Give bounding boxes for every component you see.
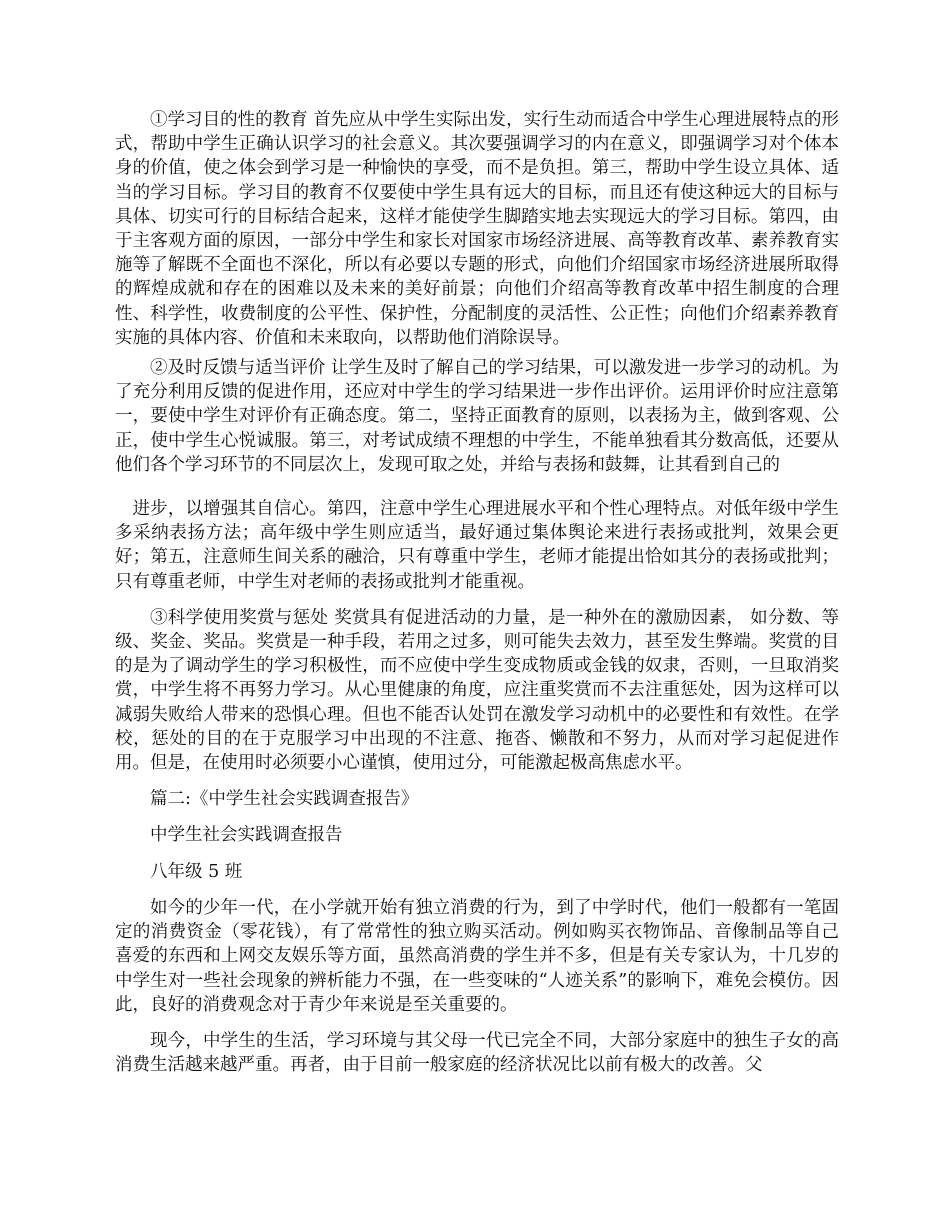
section-heading: 篇二:《中学生社会实践调查报告》	[150, 789, 419, 810]
document-page	[115, 108, 839, 1089]
paragraph-feedback-evaluation: ②及时反馈与适当评价 让学生及时了解自己的学习结果，可以激发进一步学习的动机。为了充分利用反馈的促进作用，还应对中学生的学习结果进一步作出评价。运用评价时应注意第一，要使中学生对评价有正确态度。第二，坚持正面教育的原则，以表扬为主，做到客观、公正，使中学生心悦诚服。第三，对考试成绩不理想的中学生，不能单独看其分数高低，还要从他们各个学习环节的不同层次上，发现可取之处，并给与表扬和鼓舞，让其看到自己的	[115, 358, 839, 475]
paragraph-feedback-continued: 进步，以增强其自信心。第四，注意中学生心理进展水平和个性心理特点。对低年级中学生多采纳表扬方法；高年级中学生则应适当，最好通过集体舆论来进行表扬或批判，效果会更好；第五，注意师生间关系的融洽，只有尊重中学生，老师才能提出恰如其分的表扬或批判；只有尊重老师，中学生对老师的表扬或批判才能重视。	[115, 499, 839, 592]
paragraph-learning-purpose: ①学习目的性的教育 首先应从中学生实际出发，实行生动而适合中学生心理进展特点的形式，帮助中学生正确认识学习的社会意义。其次要强调学习的内在意义，即强调学习对个体本身的价值，使之体会到学习是一种愉快的享受，而不是负担。第三，帮助中学生设立具体、适当的学习目标。学习目的教育不仅要使中学生具有远大的目标，而且还有使这种远大的目标与具体、切实可行的目标结合起来，这样才能使学生脚踏实地去实现远大的学习目标。第四，由于主客观方面的原因，一部分中学生和家长对国家市场经济进展、高等教育改革、素养教育实施等了解既不全面也不深化，所以有必要以专题的形式，向他们介绍国家市场经济进展所取得的辉煌成就和存在的困难以及未来的美好前景；向他们介绍高等教育改革中招生制度的合理性、科学性，收费制度的公平性、保护性，分配制度的灵活性、公正性；向他们介绍素养教育实施的具体内容、价值和未来取向，以帮助他们消除误导。	[115, 110, 839, 348]
paragraph-consumption-intro: 如今的少年一代，在小学就开始有独立消费的行为，到了中学时代，他们一般都有一笔固定的消费资金（零花钱），有了常常性的独立购买活动。例如购买衣物饰品、音像制品等自己喜爱的东西和上网交友娱乐等方面，虽然高消费的学生并不多，但是有关专家认为，十几岁的中学生对一些社会现象的辨析能力不强，在一些变味的“人迹关系”的影响下，难免会模仿。因此，良好的消费观念对于青少年来说是至关重要的。	[115, 897, 839, 1015]
report-title: 中学生社会实践调查报告	[150, 825, 343, 846]
class-label: 八年级 5 班	[150, 861, 243, 882]
paragraph-consumption-current: 现今，中学生的生活，学习环境与其父母一代已完全不同，大部分家庭中的独生子女的高消费生活越来越严重。再者，由于目前一般家庭的经济状况比以前有极大的改善。父	[115, 1030, 839, 1076]
paragraph-reward-punishment: ③科学使用奖赏与惩处 奖赏具有促进活动的力量，是一种外在的激励因素， 如分数、等级、奖金、奖品。奖赏是一种手段，若用之过多，则可能失去效力，甚至发生弊端。奖赏的目的是为了调动学生的学习积极性，而不应使中学生变成物质或金钱的奴隶，否则，一旦取消奖赏，中学生将不再努力学习。从心里健康的角度，应注重奖赏而不去注重惩处，因为这样可以减弱失败给人带来的恐惧心理。但也不能否认处罚在激发学习动机中的必要性和有效性。在学校，惩处的目的在于克服学习中出现的不注意、拖沓、懒散和不努力，从而对学习起促进作用。但是，在使用时必须要小心谨慎，使用过分，可能激起极高焦虑水平。	[115, 607, 839, 774]
